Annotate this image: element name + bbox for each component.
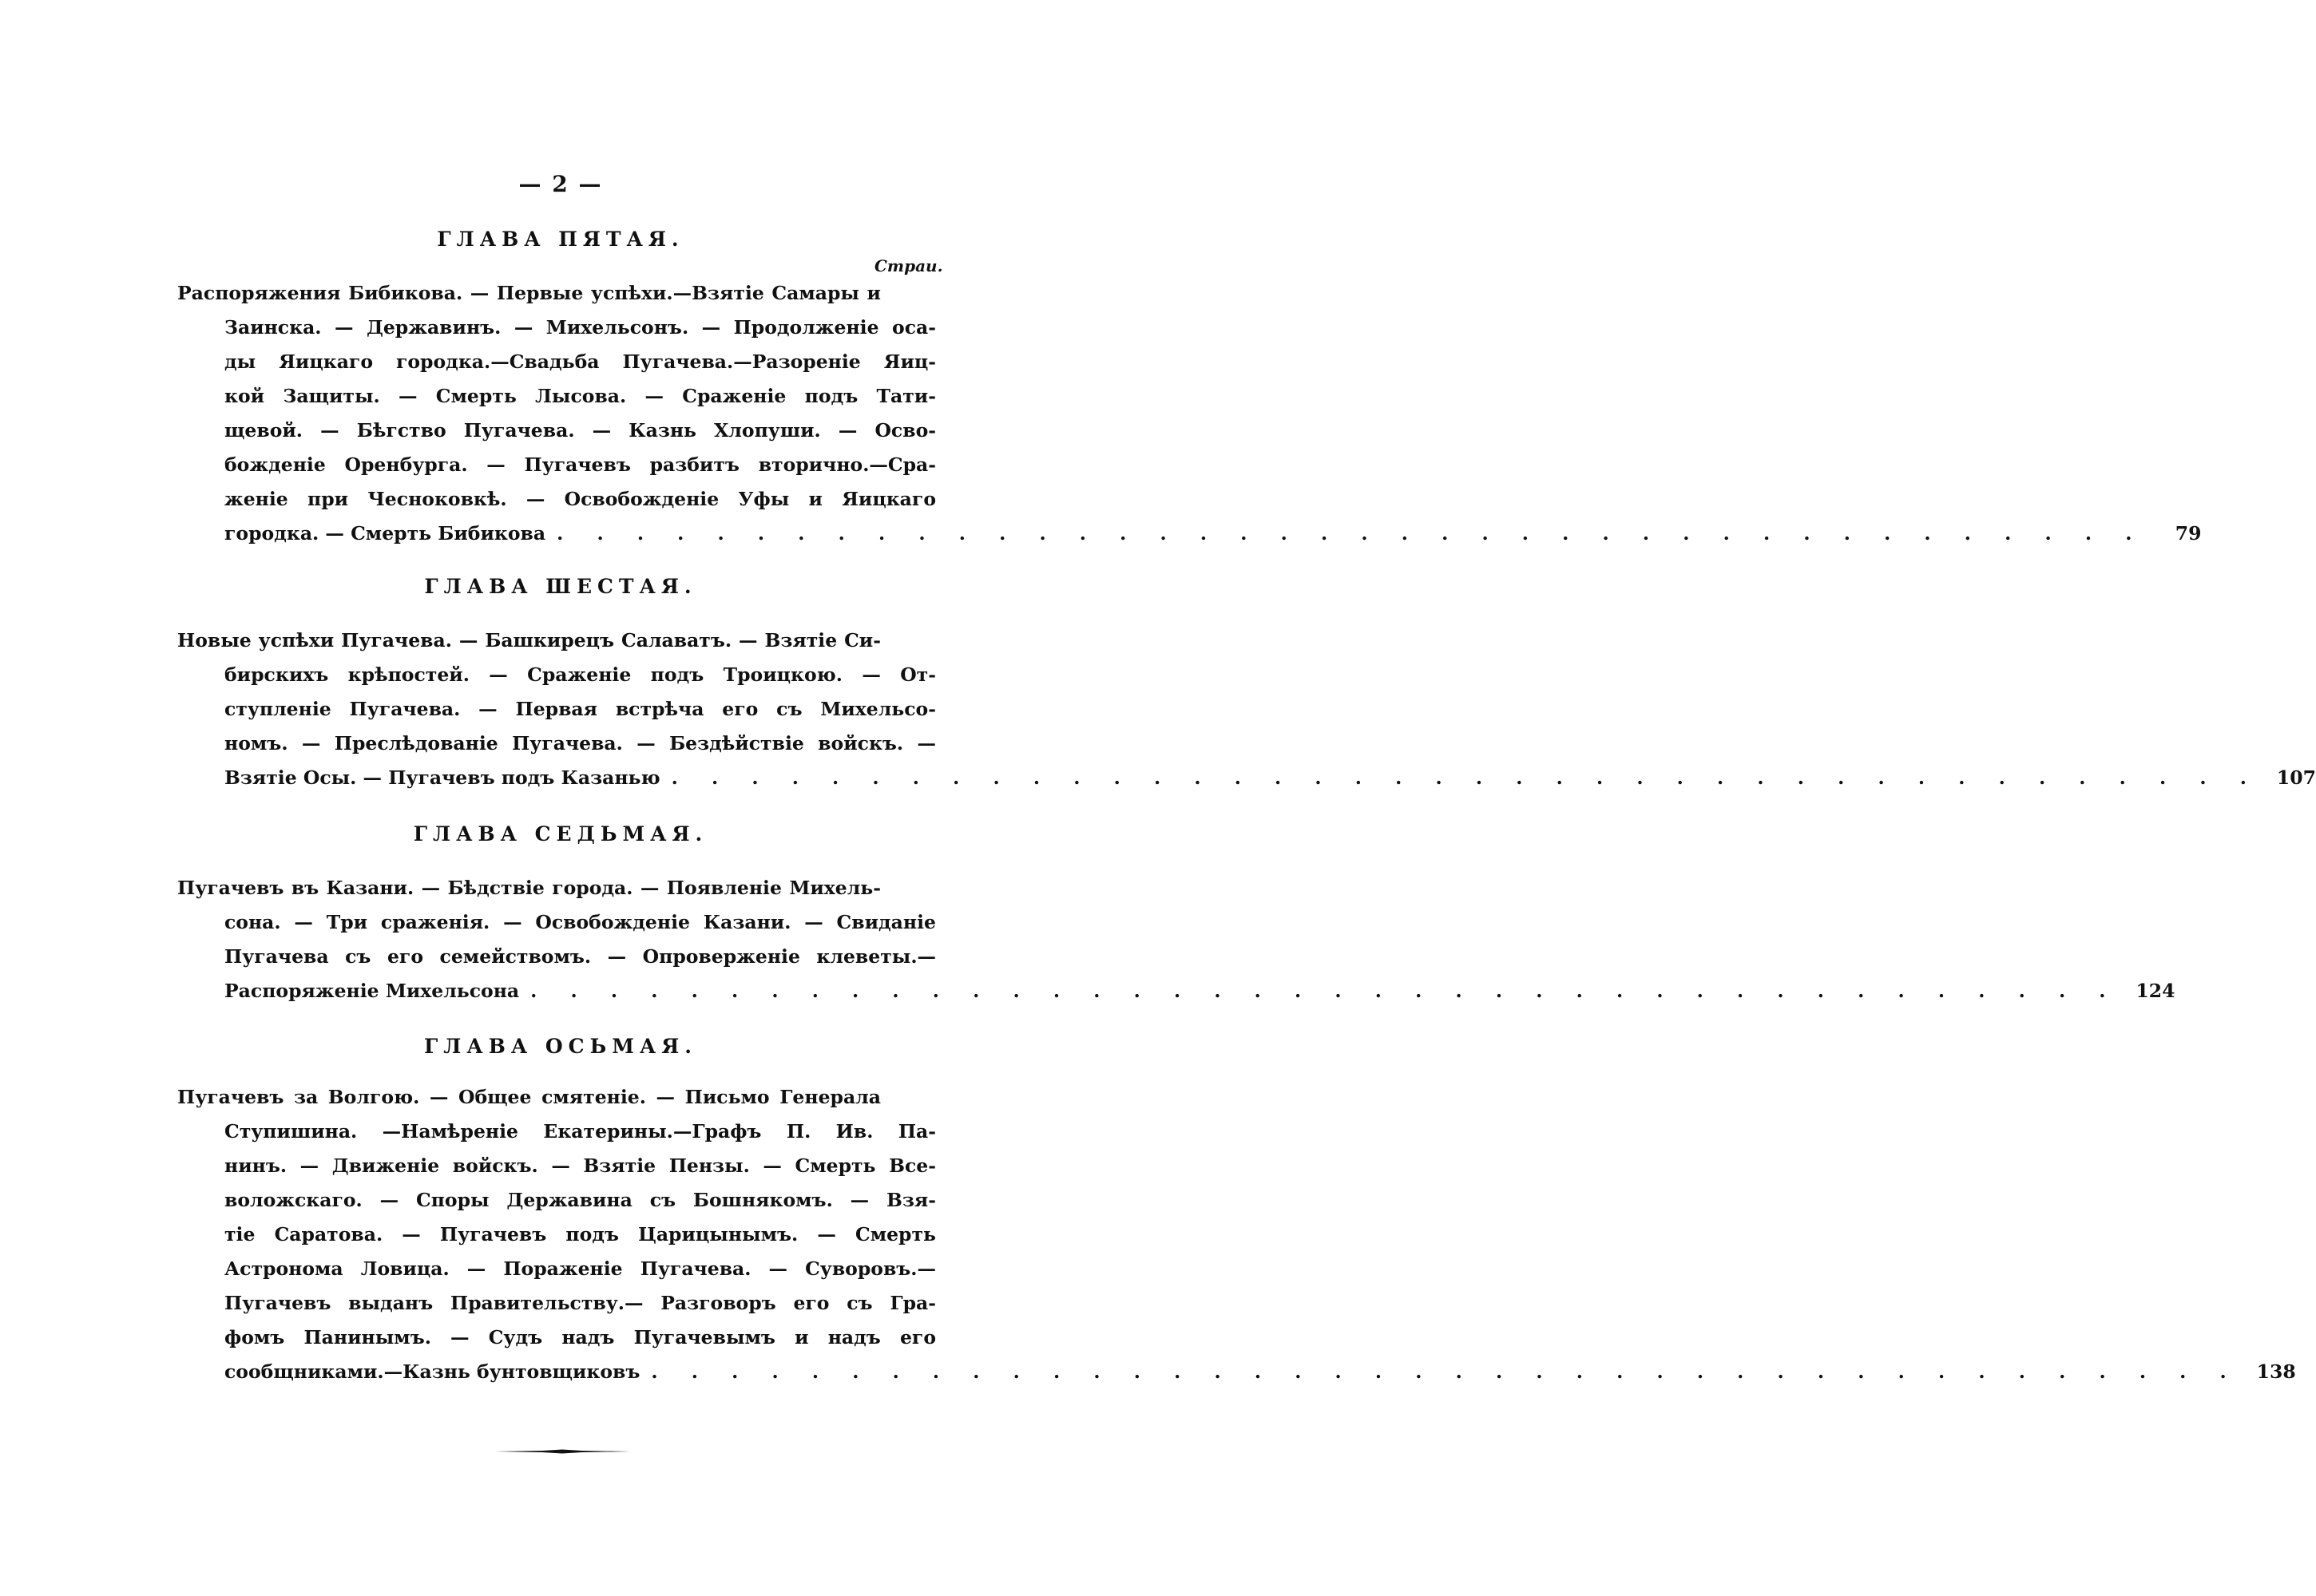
dot-leader: . . . . . . . . . . . . . . . . . . . . . . . . . . . . . . . . . . . . . . . .	[530, 980, 2120, 1002]
toc-line: Пугачева съ его семействомъ. — Опроверженіе клеветы.—	[224, 945, 936, 968]
toc-line: Астронома Ловица. — Пораженіе Пугачева. — Суворовъ.—	[224, 1257, 936, 1280]
end-ornament-rule	[494, 1447, 630, 1456]
toc-line: женіе при Чесноковкѣ. — Освобожденіе Уфы и Яицкаго	[224, 488, 936, 510]
toc-line	[224, 1354, 2296, 1389]
toc-line: фомъ Панинымъ. — Судъ надъ Пугачевымъ и надъ его	[224, 1326, 936, 1348]
toc-line: Пугачевъ за Волгою. — Общее смятеніе. — Письмо Генерала	[177, 1086, 881, 1108]
toc-line: Заинска. — Державинъ. — Михельсонъ. — Продолженіе оса-	[224, 316, 936, 339]
toc-line: щевой. — Бѣгство Пугачева. — Казнь Хлопуши. — Осво-	[224, 419, 936, 442]
toc-line: Распоряжения Бибикова. — Первые успѣхи.—Взятіе Самары и	[177, 282, 881, 304]
page-number: — 2 —	[518, 171, 603, 197]
toc-line: Пугачевъ въ Казани. — Бѣдствіе города. — Появленіе Михель-	[177, 877, 881, 899]
chapter-heading: ГЛАВА ОСЬМАЯ.	[423, 1035, 697, 1058]
toc-line: номъ. — Преслѣдованіе Пугачева. — Бездѣйствіе войскъ. —	[224, 732, 936, 754]
toc-line-text: сообщниками.—Казнь бунтовщиковъ	[224, 1360, 640, 1383]
chapter-heading: ГЛАВА ПЯТАЯ.	[437, 228, 684, 251]
toc-line: Пугачевъ выданъ Правительству.— Разговоръ его съ Гра-	[224, 1292, 936, 1314]
chapter-heading: ГЛАВА ШЕСТАЯ.	[424, 575, 697, 598]
toc-line: воложскаго. — Споры Державина съ Бошнякомъ. — Взя-	[224, 1189, 936, 1211]
toc-line: бирскихъ крѣпостей. — Сраженіе подъ Троицкою. — От-	[224, 663, 936, 686]
toc-line: тіе Саратова. — Пугачевъ подъ Царицынымъ. — Смерть	[224, 1223, 936, 1246]
toc-line: божденіе Оренбурга. — Пугачевъ разбитъ вторично.—Сра-	[224, 453, 936, 476]
toc-line: ступленіе Пугачева. — Первая встрѣча его съ Михельсо-	[224, 698, 936, 720]
dot-leader: . . . . . . . . . . . . . . . . . . . . . . . . . . . . . . . . . . . . . . . .	[557, 522, 2146, 545]
dot-leader: . . . . . . . . . . . . . . . . . . . . . . . . . . . . . . . . . . . . . . . .	[651, 1360, 2240, 1383]
toc-line-text: Распоряженіе Михельсона	[224, 980, 520, 1002]
page-ref: 107	[2276, 766, 2316, 789]
toc-line-text: городка. — Смерть Бибикова	[224, 522, 546, 545]
page-column-label: Страи.	[874, 256, 943, 275]
toc-line: Новые успѣхи Пугачева. — Башкирецъ Салаватъ. — Взятіе Си-	[177, 629, 881, 651]
toc-line: ды Яицкаго городка.—Свадьба Пугачева.—Разореніе Яиц-	[224, 350, 936, 373]
toc-line	[224, 973, 2175, 1008]
toc-line: сона. — Три сраженія. — Освобожденіе Казани. — Свиданіе	[224, 911, 936, 933]
chapter-heading: ГЛАВА СЕДЬМАЯ.	[413, 822, 708, 846]
toc-line	[224, 516, 2202, 551]
page-ref: 79	[2175, 522, 2202, 545]
toc-line: Ступишина. —Намѣреніе Екатерины.—Графъ П. Ив. Па-	[224, 1120, 936, 1143]
toc-line-text: Взятіе Осы. — Пугачевъ подъ Казанью	[224, 766, 660, 789]
page-ref: 138	[2256, 1360, 2296, 1383]
dot-leader: . . . . . . . . . . . . . . . . . . . . . . . . . . . . . . . . . . . . . . . .	[671, 766, 2260, 789]
toc-line: нинъ. — Движеніе войскъ. — Взятіе Пензы. — Смерть Все-	[224, 1154, 936, 1177]
toc-line: кой Защиты. — Смерть Лысова. — Сраженіе подъ Тати-	[224, 385, 936, 407]
page-ref: 124	[2136, 980, 2175, 1002]
toc-line	[224, 760, 2316, 795]
